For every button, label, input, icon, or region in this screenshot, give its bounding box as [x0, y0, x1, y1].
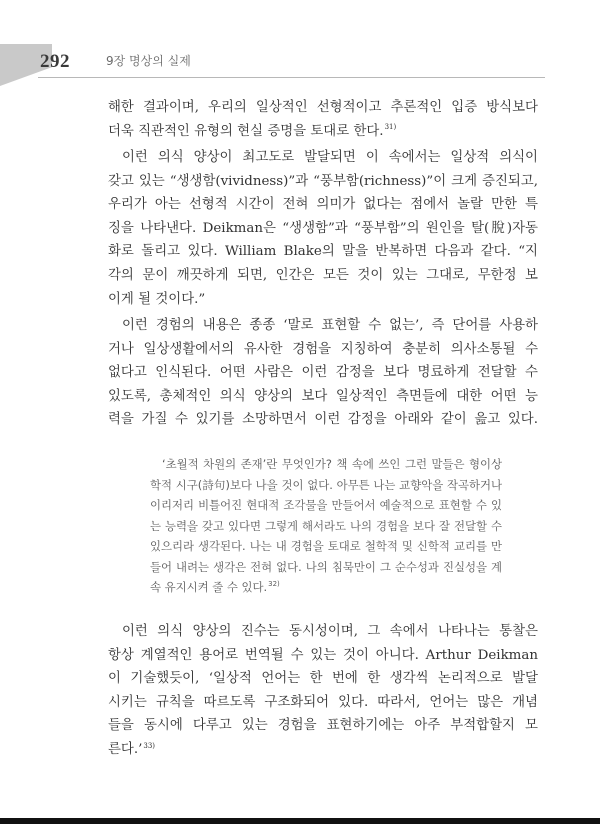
paragraph-2: [108, 146, 538, 311]
footnote-marker: 31): [384, 123, 397, 132]
paragraph-line: 각의 문이 깨끗하게 되면, 인간은 모든 것이 있는 그대로, 무한정 보: [108, 267, 538, 283]
paragraph-line: 없다고 인식된다. 어떤 사람은 이런 감정을 보다 명료하게 전달할 수: [108, 365, 538, 381]
footnote-marker: 32): [268, 580, 280, 589]
paragraph-line: 우리가 아는 선형적 시간이 전혀 의미가 없다는 점에서 놀랄 만한 특: [108, 197, 538, 213]
paragraph-line: 들을 동시에 다루고 있는 경험을 표현하기에는 아주 부적합할지 모: [108, 718, 538, 734]
paragraph-line: 이 기술했듯이, ‘일상적 언어는 한 번에 한 생각씩 논리적으로 발달: [108, 671, 538, 687]
paragraph-line: 거나 일상생활에서의 유사한 경험을 지칭하여 충분히 의사소통될 수: [108, 341, 538, 357]
paragraph-line: 이런 의식 양상이 최고도로 발달되면 이 속에서는 일상적 의식이: [122, 150, 538, 165]
paragraph-line: 갖고 있는 “생생함(vividness)”과 “풍부함(richness)”이 크게 증진되고,: [108, 173, 538, 189]
quote-line: ‘초월적 차원의 존재’란 무엇인가? 책 속에 쓰인 그런 말들은 형이상: [162, 457, 502, 471]
quote-line: 는 능력을 갖고 있다면 그렇게 해서라도 나의 경험을 보다 잘 전달할 수: [150, 518, 502, 533]
bottom-edge-bar: [0, 818, 600, 824]
paragraph-3: [108, 314, 538, 432]
paragraph-line-text: 더욱 직관적인 유형의 현실 증명을 토대로 한다.: [108, 123, 384, 139]
paragraph-4: [108, 620, 538, 762]
quote-line: 있으리라 생각된다. 나는 내 경험을 토대로 철학적 및 신학적 교리를 만: [150, 539, 502, 553]
paragraph-1: [108, 96, 538, 143]
quote-line-text: 속 유지시켜 줄 수 있다.: [150, 580, 268, 594]
footnote-marker: 33): [143, 741, 156, 750]
block-quote: [150, 454, 502, 598]
quote-line: [150, 577, 502, 598]
paragraph-line: 이게 될 것이다.”: [108, 291, 206, 307]
paragraph-line: [108, 738, 538, 762]
paragraph-line: 시키는 규칙을 따르도록 구조화되어 있다. 따라서, 언어는 많은 개념: [108, 694, 538, 710]
paragraph-line: 화로 돌리고 있다. William Blake의 말을 반복하면 다음과 같다. “지: [108, 244, 538, 260]
chapter-title: 9장 명상의 실제: [106, 54, 191, 68]
paragraph-line: 해한 결과이며, 우리의 일상적인 선형적이고 추론적인 입증 방식보다: [108, 100, 538, 115]
paragraph-line: 력을 가질 수 있기를 소망하면서 이런 감정을 아래와 같이 읊고 있다.: [108, 412, 538, 428]
paragraph-line: 항상 계열적인 용어로 번역될 수 있는 것이 아니다. Arthur Deikman: [108, 647, 538, 663]
paragraph-line: 있도록, 총체적인 의식 양상의 보다 일상적인 측면들에 대한 어떤 능: [108, 388, 538, 404]
paragraph-line-text: 른다.’: [108, 741, 143, 757]
quote-line: 들어 내려는 생각은 전혀 없다. 나의 침묵만이 그 순수성과 진실성을 계: [150, 559, 502, 574]
paragraph-line: 이런 경험의 내용은 종종 ‘말로 표현할 수 없는’, 즉 단어를 사용하: [122, 318, 538, 333]
quote-line: 학적 시구(詩句)보다 나을 것이 없다. 아무튼 나는 교향악을 작곡하거나: [150, 477, 502, 492]
paragraph-line: 징을 나타낸다. Deikman은 “생생함”과 “풍부함”의 원인을 탈(脫)자동: [108, 220, 538, 236]
quote-line: 이리저리 비틀어진 현대적 조각물을 만들어서 예술적으로 표현할 수 있: [150, 498, 502, 512]
page-number: 292: [40, 51, 70, 72]
paragraph-line: 이런 의식 양상의 진수는 동시성이며, 그 속에서 나타나는 통찰은: [122, 624, 538, 639]
paragraph-line: [108, 120, 538, 144]
header-rule: [38, 77, 545, 78]
